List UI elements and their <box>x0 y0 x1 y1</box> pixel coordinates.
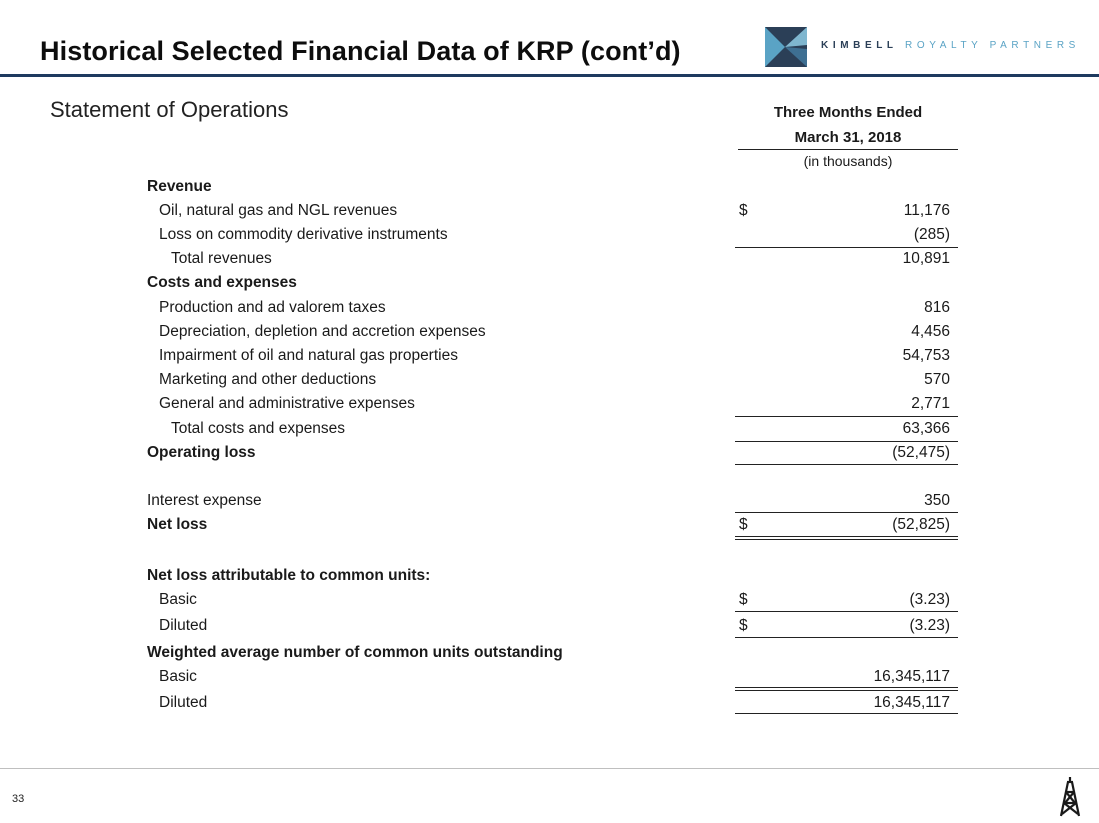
header-rule <box>738 149 958 150</box>
rule-subtotal-costs <box>735 416 958 417</box>
kimbell-logo-icon <box>765 27 807 67</box>
row-value: 2,771 <box>911 395 950 412</box>
row-label: Impairment of oil and natural gas properties <box>159 347 458 364</box>
table-row <box>0 347 1099 369</box>
value-cell <box>738 492 950 512</box>
company-logo <box>765 27 1080 67</box>
value-cell <box>738 420 950 440</box>
row-label: Interest expense <box>147 492 262 509</box>
row-label: Operating loss <box>147 444 256 461</box>
page-number: 33 <box>12 793 25 805</box>
table-row <box>0 420 1099 442</box>
footer-rule <box>0 768 1099 769</box>
section-title: Statement of Operations <box>50 97 289 122</box>
rule-eps-basic <box>735 611 958 612</box>
value-cell <box>738 617 950 637</box>
table-row <box>0 226 1099 248</box>
row-label: Weighted average number of common units outstanding <box>147 644 563 661</box>
row-value: (3.23) <box>909 591 950 608</box>
title-underline <box>0 74 1099 77</box>
table-row <box>0 617 1099 639</box>
row-label: Oil, natural gas and NGL revenues <box>159 202 398 219</box>
value-cell <box>738 444 950 464</box>
row-label: Diluted <box>159 694 208 711</box>
row-value: 11,176 <box>903 202 950 219</box>
row-value: 816 <box>924 299 950 316</box>
value-cell <box>738 202 950 222</box>
table-row <box>0 250 1099 272</box>
table-row <box>0 567 1099 589</box>
value-cell <box>738 395 950 415</box>
row-value: (285) <box>913 226 950 243</box>
logo-wordmark <box>821 40 1080 51</box>
rule-operating-loss <box>735 464 958 465</box>
table-row <box>0 644 1099 666</box>
rule-total-costs <box>735 441 958 442</box>
rule-net-loss-1 <box>735 536 958 537</box>
rule-interest <box>735 512 958 513</box>
table-row <box>0 492 1099 514</box>
rule-subtotal-revenues <box>735 247 958 248</box>
row-label: Total revenues <box>171 250 272 267</box>
row-value: 16,345,117 <box>873 694 950 711</box>
row-label: Marketing and other deductions <box>159 371 377 388</box>
row-value: (52,825) <box>892 516 950 533</box>
currency-symbol: $ <box>739 202 748 219</box>
oil-derrick-icon <box>1058 776 1082 818</box>
table-row <box>0 202 1099 224</box>
row-label: Net loss <box>147 516 208 533</box>
row-value: 54,753 <box>902 347 950 364</box>
value-cell <box>738 347 950 367</box>
row-label: Costs and expenses <box>147 274 297 291</box>
currency-symbol: $ <box>739 617 748 634</box>
row-label: Diluted <box>159 617 208 634</box>
row-value: 350 <box>924 492 950 509</box>
row-label: General and administrative expenses <box>159 395 415 412</box>
table-row <box>0 395 1099 417</box>
row-label: Basic <box>159 591 197 608</box>
rule-units-basic-1 <box>735 687 958 688</box>
row-value: 4,456 <box>911 323 950 340</box>
row-label: Basic <box>159 668 197 685</box>
row-label: Total costs and expenses <box>171 420 346 437</box>
table-row <box>0 178 1099 200</box>
currency-symbol: $ <box>739 516 748 533</box>
column-header-period: Three Months Ended <box>773 104 923 121</box>
row-value: 570 <box>924 371 950 388</box>
column-header-units: (in thousands) <box>803 153 893 169</box>
row-label: Depreciation, depletion and accretion expenses <box>159 323 486 340</box>
table-row <box>0 591 1099 613</box>
table-row <box>0 323 1099 345</box>
value-cell <box>738 668 950 688</box>
logo-word-royalty-partners: ROYALTY PARTNERS <box>905 40 1080 51</box>
table-row <box>0 274 1099 296</box>
value-cell <box>738 371 950 391</box>
row-label: Net loss attributable to common units: <box>147 567 431 584</box>
row-label: Revenue <box>147 178 212 195</box>
logo-word-kimbell: KIMBELL <box>821 40 898 51</box>
value-cell <box>738 323 950 343</box>
row-value: 10,891 <box>902 250 950 267</box>
row-value: 16,345,117 <box>873 668 950 685</box>
row-label: Production and ad valorem taxes <box>159 299 386 316</box>
value-cell <box>738 299 950 319</box>
row-label: Loss on commodity derivative instruments <box>159 226 448 243</box>
value-cell <box>738 591 950 611</box>
row-value: 63,366 <box>902 420 950 437</box>
row-value: (52,475) <box>892 444 950 461</box>
value-cell <box>738 250 950 270</box>
page-title: Historical Selected Financial Data of KRP (cont’d) <box>40 36 681 66</box>
rule-units-basic-2 <box>735 690 958 691</box>
value-cell <box>738 226 950 246</box>
currency-symbol: $ <box>739 591 748 608</box>
rule-net-loss-2 <box>735 539 958 540</box>
value-cell <box>738 694 950 714</box>
rule-eps-diluted <box>735 637 958 638</box>
column-header-date: March 31, 2018 <box>794 129 902 146</box>
table-row <box>0 516 1099 538</box>
rule-units-diluted <box>735 713 958 714</box>
table-row <box>0 299 1099 321</box>
table-row <box>0 371 1099 393</box>
value-cell <box>738 516 950 536</box>
row-value: (3.23) <box>909 617 950 634</box>
table-row <box>0 444 1099 466</box>
